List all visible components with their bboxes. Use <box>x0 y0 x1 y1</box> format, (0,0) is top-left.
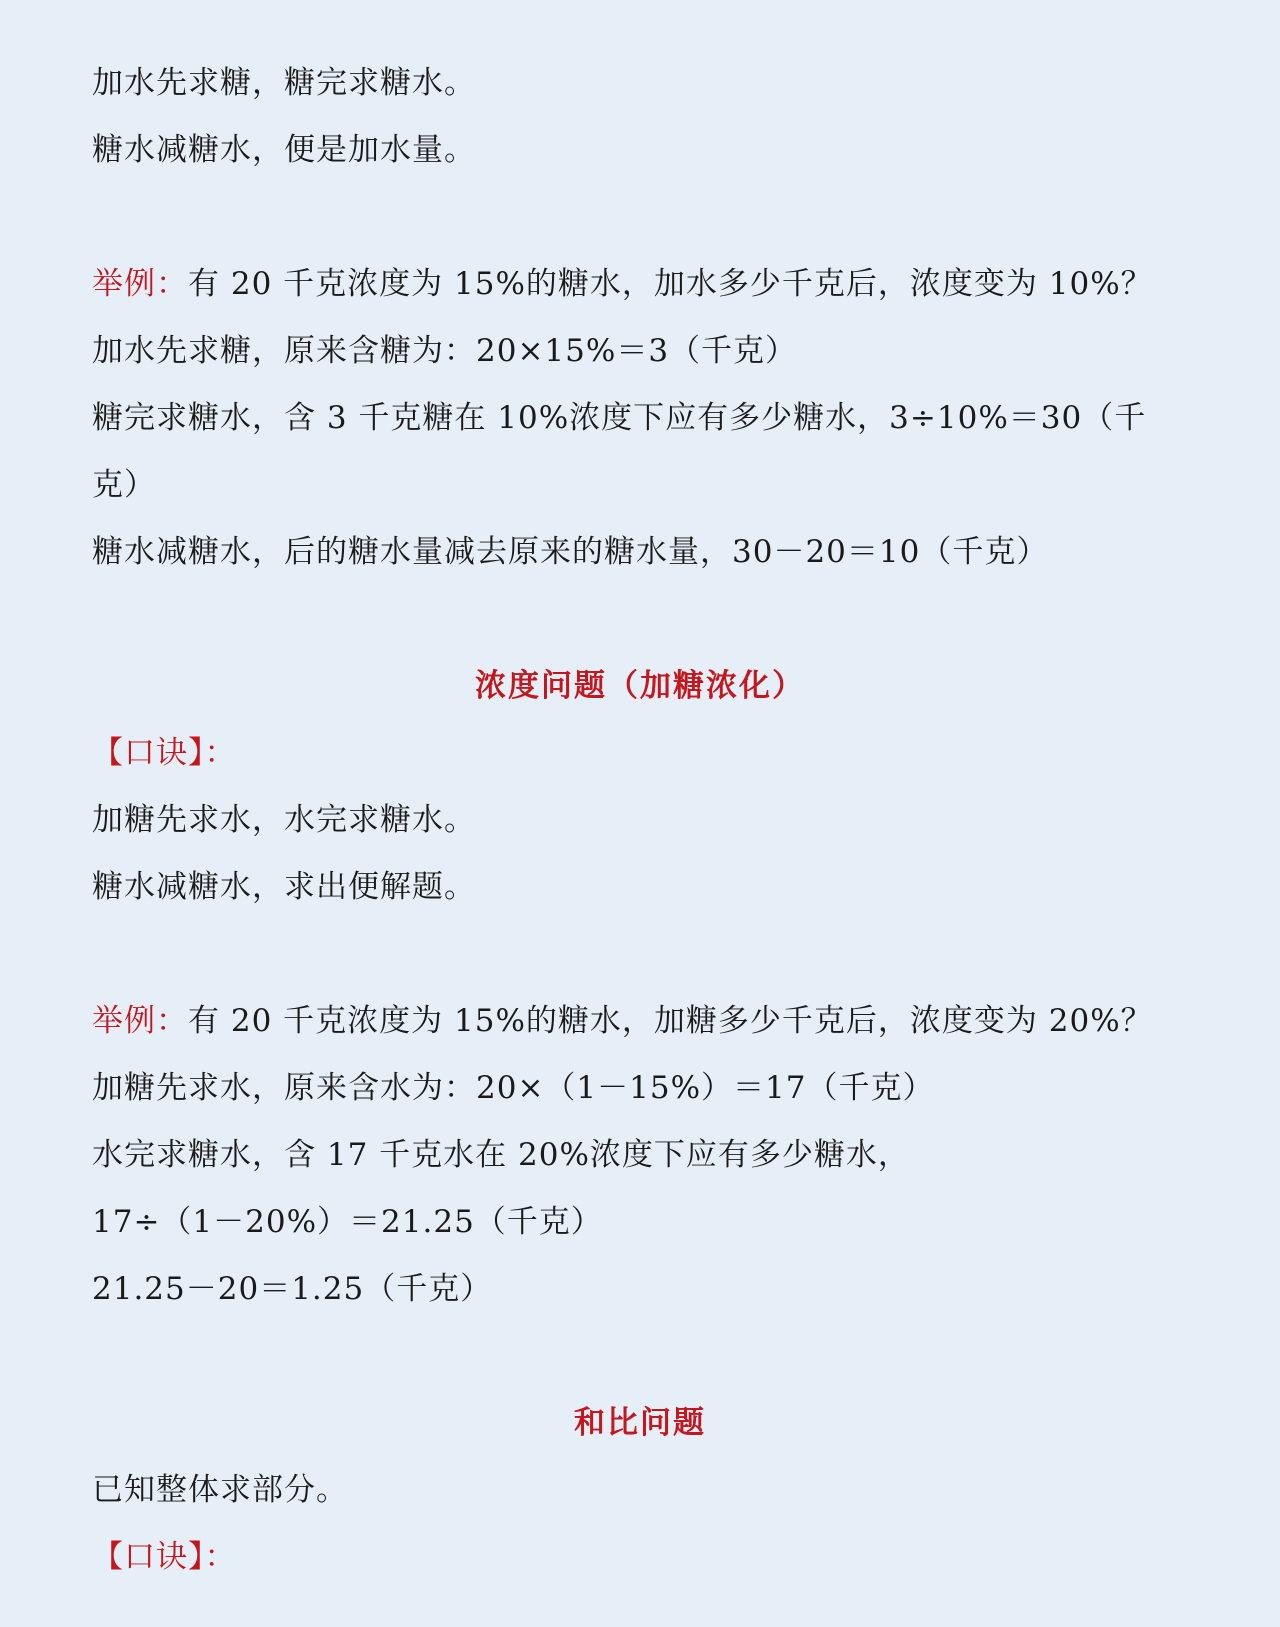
section-title: 和比问题 <box>574 1405 706 1441</box>
spacer <box>92 586 1188 653</box>
example-text: 有 20 千克浓度为 15%的糖水，加水多少千克后，浓度变为 10%？ <box>188 266 1153 302</box>
example-label: 举例： <box>92 1003 188 1039</box>
spacer <box>92 921 1188 988</box>
example-line <box>92 988 1188 1055</box>
intro-text: 已知整体求部分。 <box>92 1472 348 1508</box>
koujue-label: 【口诀】： <box>92 735 237 771</box>
example-text: 有 20 千克浓度为 15%的糖水，加糖多少千克后，浓度变为 20%？ <box>188 1003 1153 1039</box>
rhyme-line: 糖水减糖水，便是加水量。 <box>92 132 476 168</box>
solution-step: 糖完求糖水，含 3 千克糖在 10%浓度下应有多少糖水，3÷10%＝30（千 <box>92 400 1147 436</box>
solution-step: 水完求糖水，含 17 千克水在 20%浓度下应有多少糖水， <box>92 1137 910 1173</box>
rhyme-line: 加糖先求水，水完求糖水。 <box>92 802 476 838</box>
solution-step: 克） <box>92 467 156 503</box>
example-line <box>92 251 1188 318</box>
rhyme-line: 加水先求糖，糖完求糖水。 <box>92 65 476 101</box>
spacer <box>92 184 1188 251</box>
koujue-label: 【口诀】： <box>92 1539 237 1575</box>
solution-step: 糖水减糖水，后的糖水量减去原来的糖水量，30－20＝10（千克） <box>92 534 1049 570</box>
bottom-edge <box>0 1605 1280 1627</box>
rhyme-line: 糖水减糖水，求出便解题。 <box>92 869 476 905</box>
spacer <box>92 1323 1188 1390</box>
solution-step: 21.25－20＝1.25（千克） <box>92 1271 493 1307</box>
solution-step: 加糖先求水，原来含水为：20×（1－15%）＝17（千克） <box>92 1070 935 1106</box>
top-spacer <box>92 0 1188 50</box>
solution-step: 17÷（1－20%）＝21.25（千克） <box>92 1204 603 1240</box>
section-title: 浓度问题（加糖浓化） <box>475 668 805 704</box>
solution-step: 加水先求糖，原来含糖为：20×15%＝3（千克） <box>92 333 798 369</box>
example-label: 举例： <box>92 266 188 302</box>
